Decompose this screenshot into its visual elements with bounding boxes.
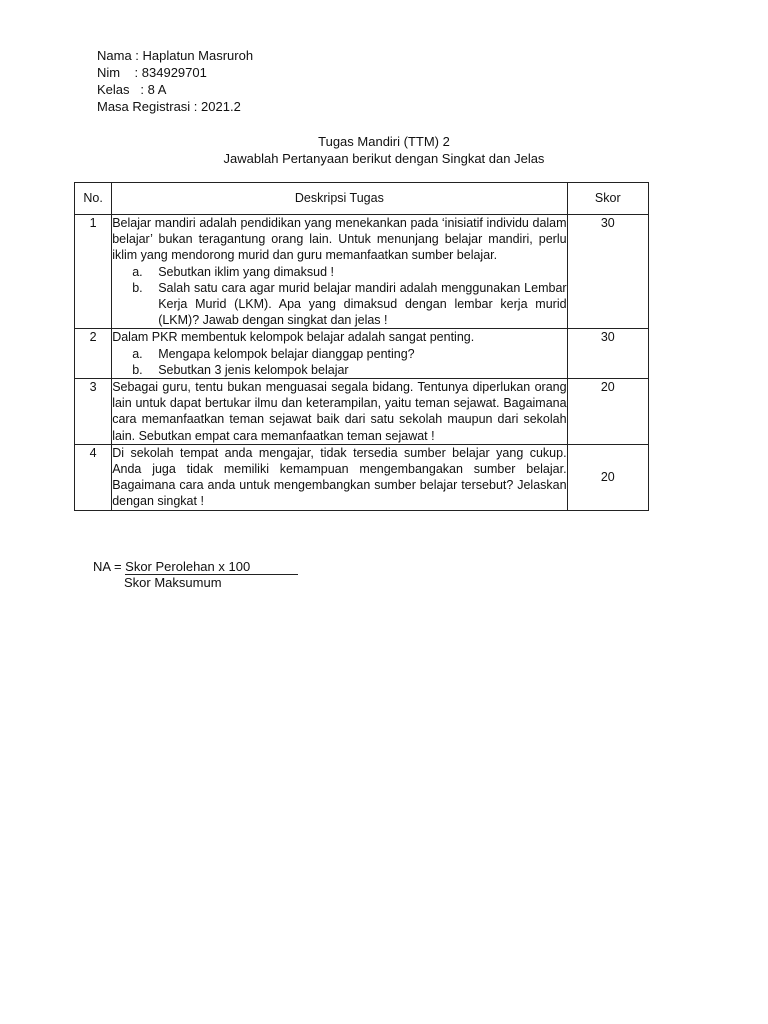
sub-label: a. bbox=[132, 346, 143, 361]
row-description bbox=[112, 379, 567, 445]
row-number: 3 bbox=[75, 379, 112, 445]
sub-question bbox=[112, 362, 566, 378]
row-description bbox=[112, 329, 567, 379]
table-row bbox=[75, 444, 649, 510]
row-score: 30 bbox=[567, 329, 648, 379]
task-table bbox=[74, 182, 649, 511]
sub-label: b. bbox=[132, 280, 143, 295]
registration-period: Masa Registrasi : 2021.2 bbox=[97, 99, 241, 114]
sub-text: Salah satu cara agar murid belajar mandiri adalah menggunakan Lembar Kerja Murid (LKM). Apa yang dimaksud dengan lembar kerja murid (LKM)? Jawab dengan singkat dan jelas ! bbox=[158, 280, 567, 328]
table-row bbox=[75, 329, 649, 379]
task-text: Belajar mandiri adalah pendidikan yang menekankan pada ‘inisiatif individu dalam belajar’ bukan teragantung orang lain. Untuk menunjang belajar mandiri, perlu iklim yang mendorong murid dan guru memanfaatkan sumber belajar. bbox=[112, 216, 567, 263]
task-text: Di sekolah tempat anda mengajar, tidak tersedia sumber belajar yang cukup. Anda juga tidak memiliki kemampuan mengembangakan sumber belajar. Bagaimana cara anda untuk mengembangkan sumber belajar tersebut? Jelaskan dengan singkat ! bbox=[112, 445, 567, 509]
assignment-title: Tugas Mandiri (TTM) 2 bbox=[318, 134, 450, 149]
header-desc: Deskripsi Tugas bbox=[112, 183, 567, 215]
student-name: Nama : Haplatun Masruroh bbox=[97, 48, 254, 63]
assignment-instruction: Jawablah Pertanyaan berikut dengan Singkat dan Jelas bbox=[223, 151, 545, 166]
student-info bbox=[97, 47, 253, 115]
table-row bbox=[75, 215, 649, 329]
sub-question bbox=[112, 346, 566, 362]
sub-label: a. bbox=[132, 264, 143, 279]
sub-text: Sebutkan iklim yang dimaksud ! bbox=[158, 264, 334, 279]
row-score: 20 bbox=[567, 379, 648, 445]
sub-label: b. bbox=[132, 362, 143, 377]
task-text: Dalam PKR membentuk kelompok belajar adalah sangat penting. bbox=[112, 330, 475, 345]
sub-question bbox=[112, 264, 566, 280]
document-title bbox=[0, 133, 768, 167]
sub-text: Sebutkan 3 jenis kelompok belajar bbox=[158, 362, 349, 377]
table-header-row bbox=[75, 183, 649, 215]
table-row bbox=[75, 379, 649, 445]
row-score: 30 bbox=[567, 215, 648, 329]
row-score: 20 bbox=[567, 444, 648, 510]
student-nim: Nim : 834929701 bbox=[97, 65, 207, 80]
score-formula bbox=[93, 559, 250, 591]
row-description bbox=[112, 444, 567, 510]
row-description bbox=[112, 215, 567, 329]
fraction-line bbox=[125, 574, 298, 575]
task-text: Sebagai guru, tentu bukan menguasai segala bidang. Tentunya diperlukan orang lain untuk dapat bertukar ilmu dan keterampilan, yaitu teman sejawat. Bagaimana cara memanfaatkan teman sejawat baik dari satu sekolah maupun dari sekolah lain. Sebutkan empat cara memanfaatkan teman sejawat ! bbox=[112, 380, 567, 443]
row-number: 1 bbox=[75, 215, 112, 329]
header-no: No. bbox=[75, 183, 112, 215]
sub-text: Mengapa kelompok belajar dianggap penting? bbox=[158, 346, 415, 361]
sub-question bbox=[112, 280, 566, 329]
header-skor: Skor bbox=[567, 183, 648, 215]
row-number: 2 bbox=[75, 329, 112, 379]
student-class: Kelas : 8 A bbox=[97, 82, 167, 97]
formula-numerator: NA = Skor Perolehan x 100 bbox=[93, 559, 251, 574]
formula-denominator: Skor Maksumum bbox=[124, 575, 222, 590]
row-number: 4 bbox=[75, 444, 112, 510]
